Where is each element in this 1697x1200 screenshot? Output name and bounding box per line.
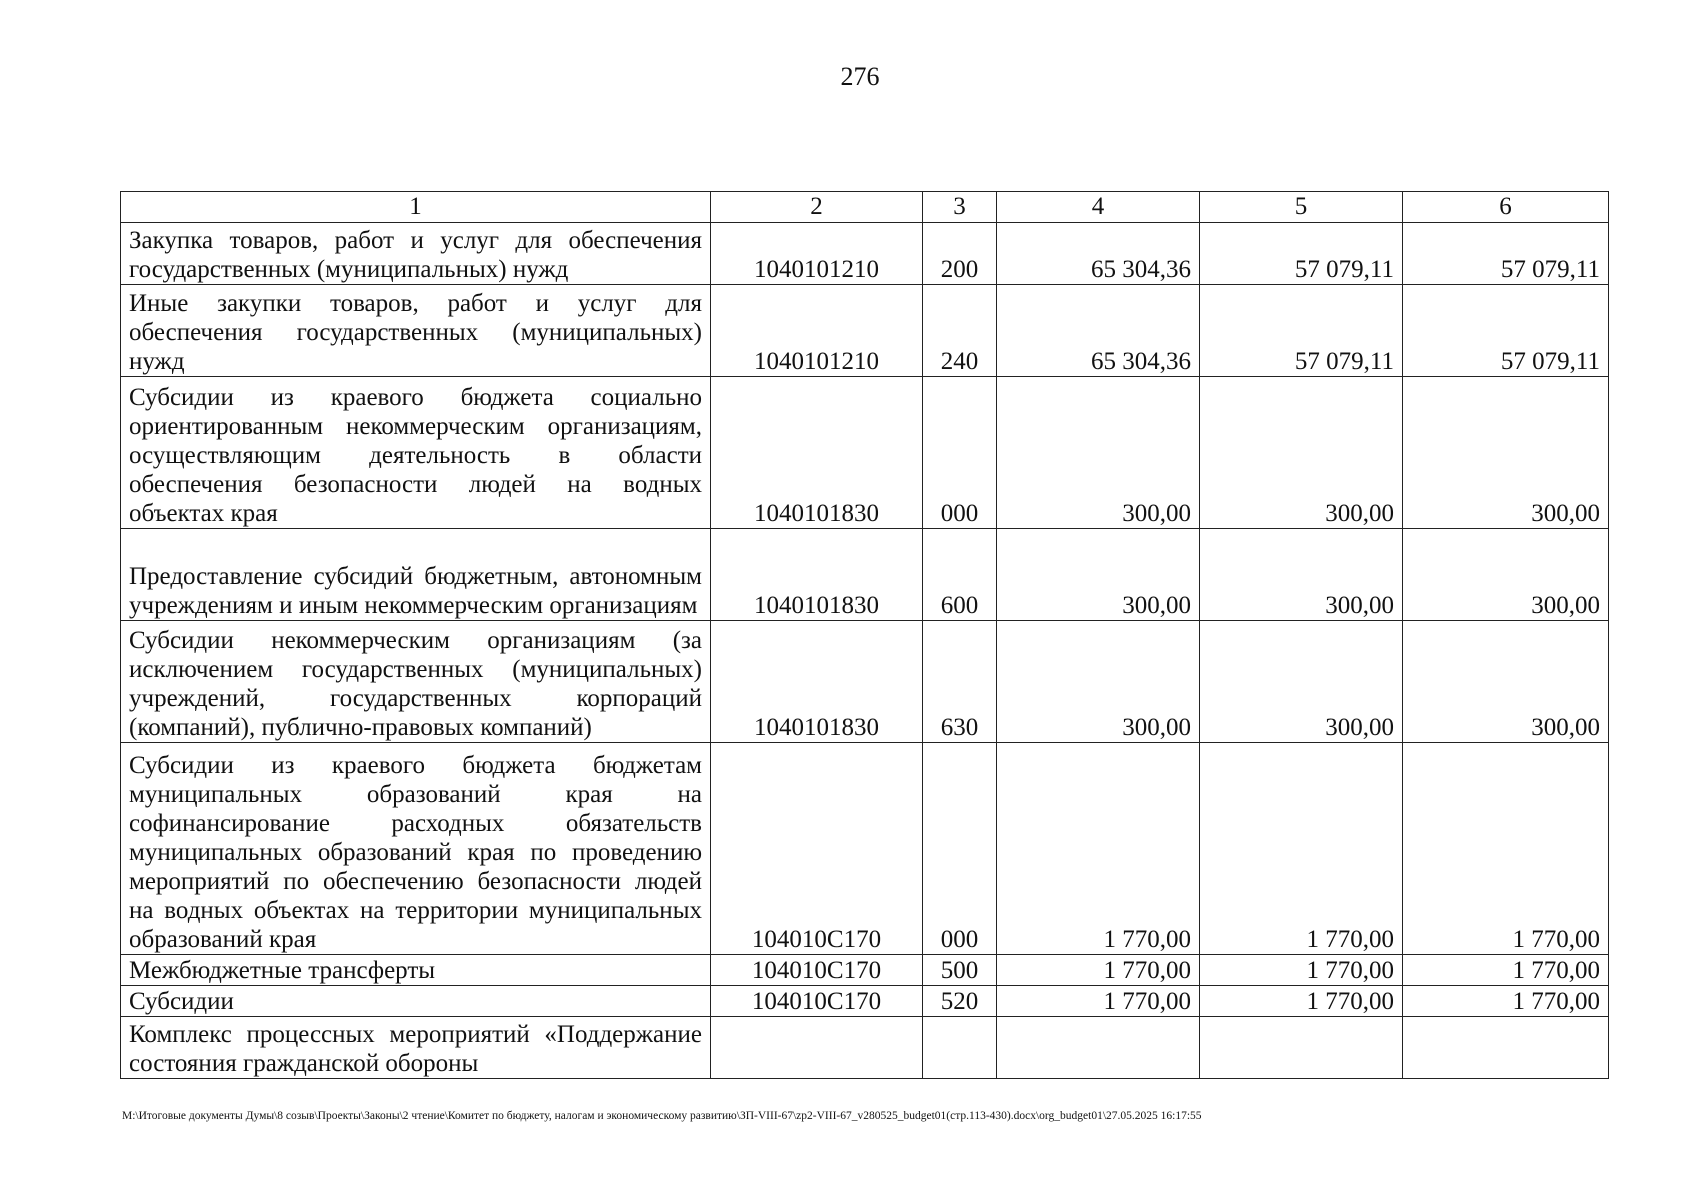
target-article-code — [711, 1017, 923, 1079]
amount-col5: 1 770,00 — [1200, 986, 1403, 1017]
amount-col4: 300,00 — [997, 621, 1200, 743]
target-article-code: 1040101210 — [711, 285, 923, 377]
row-description: Комплекс процессных мероприятий «Поддержание состояния гражданской обороны — [121, 1017, 711, 1079]
table-row — [121, 1017, 1609, 1079]
table-row — [121, 955, 1609, 986]
row-description: Субсидии — [121, 986, 711, 1017]
amount-col6: 300,00 — [1403, 621, 1609, 743]
amount-col4: 300,00 — [997, 377, 1200, 529]
table-header-row — [121, 192, 1609, 223]
target-article-code: 1040101210 — [711, 223, 923, 285]
amount-col6: 300,00 — [1403, 529, 1609, 621]
table-row — [121, 743, 1609, 955]
table-row — [121, 986, 1609, 1017]
table-row — [121, 377, 1609, 529]
expense-type-code: 200 — [923, 223, 997, 285]
column-header: 1 — [121, 192, 711, 223]
amount-col5: 300,00 — [1200, 621, 1403, 743]
amount-col4: 1 770,00 — [997, 743, 1200, 955]
target-article-code: 104010С170 — [711, 986, 923, 1017]
expense-type-code: 240 — [923, 285, 997, 377]
expense-type-code: 520 — [923, 986, 997, 1017]
column-header: 3 — [923, 192, 997, 223]
amount-col5: 1 770,00 — [1200, 955, 1403, 986]
amount-col4 — [997, 1017, 1200, 1079]
row-description: Субсидии из краевого бюджета социально ориентированным некоммерческим организациям, осуществляющим деятельность в области обеспечения безопасности людей на водных объектах края — [121, 377, 711, 529]
expense-type-code: 630 — [923, 621, 997, 743]
amount-col5: 300,00 — [1200, 529, 1403, 621]
amount-col5: 1 770,00 — [1200, 743, 1403, 955]
amount-col5: 57 079,11 — [1200, 285, 1403, 377]
target-article-code: 1040101830 — [711, 377, 923, 529]
row-description: Субсидии некоммерческим организациям (за исключением государственных (муниципальных) учреждений, государственных корпораций (компаний), публично-правовых компаний) — [121, 621, 711, 743]
column-header: 6 — [1403, 192, 1609, 223]
page-number: 276 — [840, 62, 880, 91]
amount-col6: 1 770,00 — [1403, 955, 1609, 986]
row-description: Межбюджетные трансферты — [121, 955, 711, 986]
expense-type-code: 000 — [923, 377, 997, 529]
row-description: Предоставление субсидий бюджетным, автономным учреждениям и иным некоммерческим организациям — [121, 529, 711, 621]
amount-col6: 1 770,00 — [1403, 743, 1609, 955]
column-header: 2 — [711, 192, 923, 223]
amount-col5: 300,00 — [1200, 377, 1403, 529]
table-row — [121, 621, 1609, 743]
expense-type-code — [923, 1017, 997, 1079]
amount-col5: 57 079,11 — [1200, 223, 1403, 285]
amount-col4: 1 770,00 — [997, 986, 1200, 1017]
expense-type-code: 000 — [923, 743, 997, 955]
table-row — [121, 285, 1609, 377]
row-description: Субсидии из краевого бюджета бюджетам муниципальных образований края на софинансирование расходных обязательств муниципальных образований края по проведению мероприятий по обеспечению безопасности людей на водных объектах на территории муниципальных образований края — [121, 743, 711, 955]
amount-col4: 300,00 — [997, 529, 1200, 621]
amount-col5 — [1200, 1017, 1403, 1079]
amount-col6 — [1403, 1017, 1609, 1079]
row-description: Закупка товаров, работ и услуг для обеспечения государственных (муниципальных) нужд — [121, 223, 711, 285]
target-article-code: 1040101830 — [711, 529, 923, 621]
amount-col4: 65 304,36 — [997, 223, 1200, 285]
row-description: Иные закупки товаров, работ и услуг для обеспечения государственных (муниципальных) нужд — [121, 285, 711, 377]
table-row — [121, 529, 1609, 621]
amount-col4: 1 770,00 — [997, 955, 1200, 986]
target-article-code: 104010С170 — [711, 743, 923, 955]
column-header: 5 — [1200, 192, 1403, 223]
table-row — [121, 223, 1609, 285]
expense-type-code: 600 — [923, 529, 997, 621]
amount-col4: 65 304,36 — [997, 285, 1200, 377]
amount-col6: 300,00 — [1403, 377, 1609, 529]
target-article-code: 104010С170 — [711, 955, 923, 986]
expense-type-code: 500 — [923, 955, 997, 986]
amount-col6: 1 770,00 — [1403, 986, 1609, 1017]
budget-table — [120, 191, 1609, 1079]
amount-col6: 57 079,11 — [1403, 223, 1609, 285]
target-article-code: 1040101830 — [711, 621, 923, 743]
document-file-path: M:\Итоговые документы Думы\8 созыв\Проекты\Законы\2 чтение\Комитет по бюджету, налогам и экономическому развитию\ЗП-VIII-67\zp2-VIII-67_v280525_budget01(стр.113-430).docx\org_budget01\27.05.2025 16:17:55 — [122, 1110, 1202, 1122]
column-header: 4 — [997, 192, 1200, 223]
amount-col6: 57 079,11 — [1403, 285, 1609, 377]
